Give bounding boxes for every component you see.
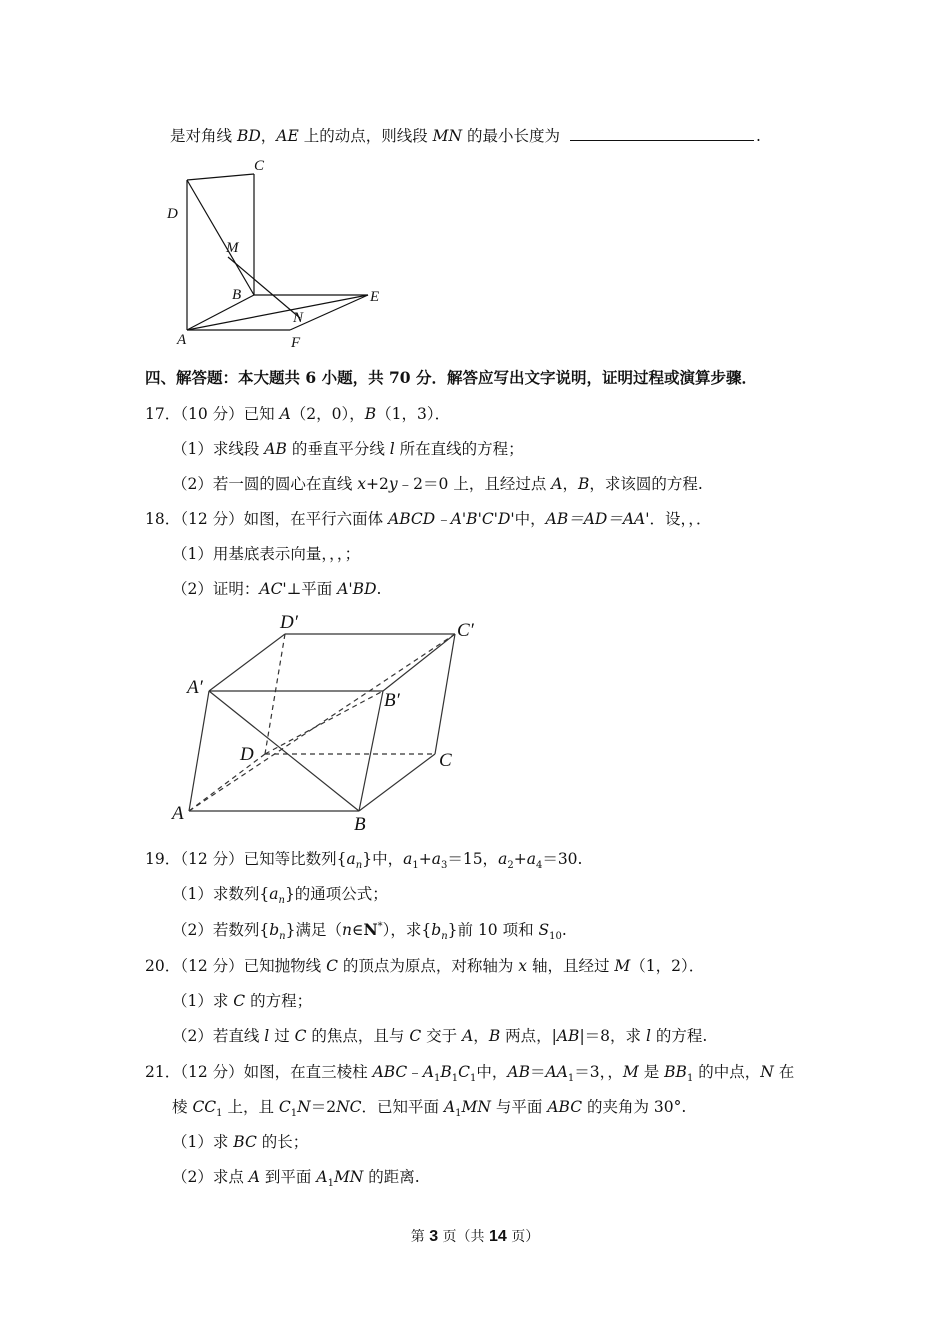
- text: ，: [473, 1027, 489, 1045]
- text: 20．（12 分）已知抛物线: [145, 957, 327, 975]
- var: M: [622, 1063, 639, 1081]
- page-footer: [0, 1226, 950, 1246]
- var: a: [346, 850, 356, 868]
- var-BD: BD: [236, 127, 261, 145]
- label-M: M: [226, 240, 239, 256]
- subscript: 1: [216, 1108, 223, 1120]
- var: A: [443, 1098, 456, 1116]
- text: 棱: [172, 1098, 193, 1116]
- subscript: 10: [549, 931, 562, 943]
- var: b: [431, 921, 442, 939]
- var-AE: AE: [276, 127, 299, 145]
- text: （2）证明：: [172, 580, 260, 598]
- q19-sub1: [172, 884, 388, 907]
- subscript: 1: [470, 1073, 477, 1085]
- var-MN: MN: [432, 127, 463, 145]
- var: b: [269, 921, 280, 939]
- text: （2）若一圆的圆心在直线: [172, 475, 358, 493]
- var: S: [538, 921, 550, 939]
- page-number: 3: [429, 1228, 439, 1245]
- text: 的长；: [256, 1133, 309, 1151]
- var: A: [279, 405, 291, 423]
- var: a: [403, 850, 413, 868]
- text: .: [756, 127, 761, 145]
- var: M: [614, 957, 631, 975]
- var: MN: [461, 1098, 491, 1116]
- var: ABC: [372, 1063, 408, 1081]
- var: y: [388, 475, 398, 493]
- text: |＝8，求: [579, 1027, 646, 1045]
- var: l: [389, 440, 395, 458]
- text: 上，且: [222, 1098, 279, 1116]
- q16-figure: [160, 150, 400, 350]
- q18-sub1: （1）用基底表示向量，，，；: [172, 545, 361, 563]
- text: 轴，且经过: [527, 957, 615, 975]
- text: ，: [260, 127, 277, 145]
- text: 17．（10 分）已知: [145, 405, 280, 423]
- text: 页（共: [438, 1229, 489, 1245]
- subscript: n: [355, 860, 363, 872]
- answer-blank[interactable]: [570, 126, 754, 141]
- var: BC: [233, 1133, 257, 1151]
- q19-sub2: [172, 920, 567, 943]
- q18-sub2: [172, 579, 381, 599]
- text: 到平面: [260, 1168, 317, 1186]
- label-N: N: [293, 310, 304, 326]
- var: AB: [507, 1063, 531, 1081]
- q20-stem: [145, 956, 704, 976]
- subscript: 2: [507, 860, 514, 872]
- var: x: [518, 957, 528, 975]
- var: l: [264, 1027, 270, 1045]
- var: AC': [259, 580, 287, 598]
- text: 21．（12 分）如图，在直三棱柱: [145, 1063, 373, 1081]
- q21-sub2: [172, 1167, 420, 1190]
- text: 的方程；: [245, 992, 313, 1010]
- q21-stem: [145, 1062, 795, 1085]
- text: （1）求: [172, 992, 234, 1010]
- var: a: [526, 850, 536, 868]
- var: ABCD﹣A'B'C'D': [388, 510, 515, 528]
- text: }前 10 项和: [447, 921, 539, 939]
- text: 上的动点，则线段: [298, 127, 433, 145]
- var: C: [233, 992, 246, 1010]
- subscript: n: [279, 931, 286, 943]
- var: AA: [545, 1063, 568, 1081]
- text: ．设，，．: [649, 510, 712, 528]
- var: BB: [664, 1063, 687, 1081]
- text: （1，3）．: [376, 405, 451, 423]
- text: ．已知平面: [361, 1098, 444, 1116]
- text: +: [513, 850, 527, 868]
- text: ，: [562, 475, 578, 493]
- text: ⊥平面: [286, 580, 338, 598]
- var: C: [458, 1063, 471, 1081]
- text: }中，: [362, 850, 404, 868]
- subscript: n: [278, 895, 285, 907]
- text: 页）: [506, 1229, 540, 1245]
- text: 交于: [421, 1027, 463, 1045]
- label-Cprime: C′: [457, 620, 474, 641]
- q20-sub1: [172, 991, 312, 1011]
- var: a: [269, 885, 279, 903]
- text: 第: [410, 1229, 430, 1245]
- var: C: [409, 1027, 422, 1045]
- text: 的中点，: [693, 1063, 761, 1081]
- var: a: [498, 850, 508, 868]
- var: AB: [556, 1027, 580, 1045]
- var: x: [357, 475, 367, 493]
- var: C: [294, 1027, 307, 1045]
- text: （2）若数列{: [172, 921, 270, 939]
- label-Bprime: B′: [384, 690, 400, 711]
- q17-sub1: [172, 439, 524, 459]
- text: 的方程.: [650, 1027, 708, 1045]
- section-heading: 四、解答题：本大题共 6 小题，共 70 分．解答应写出文字说明，证明过程或演算步骤．: [145, 368, 757, 387]
- label-D: D: [240, 744, 254, 765]
- var: A: [462, 1027, 474, 1045]
- q17-sub2: [172, 474, 703, 494]
- subscript: 1: [455, 1108, 462, 1120]
- text: ＝30.: [542, 850, 583, 868]
- text: 的垂直平分线: [286, 440, 390, 458]
- var: A: [316, 1168, 328, 1186]
- subscript: 4: [535, 860, 543, 872]
- text: 19．（12 分）已知等比数列{: [145, 850, 347, 868]
- q18-figure: [160, 605, 500, 835]
- text: ），求{: [382, 921, 432, 939]
- q19-stem: [145, 849, 583, 872]
- var: l: [645, 1027, 651, 1045]
- text: }的通项公式；: [284, 885, 388, 903]
- var: a: [431, 850, 441, 868]
- text: ＝15，: [447, 850, 499, 868]
- subscript: 1: [686, 1073, 694, 1085]
- text: 所在直线的方程；: [394, 440, 524, 458]
- var: AB＝AD＝AA': [545, 510, 650, 528]
- subscript: 1: [434, 1073, 441, 1085]
- label-Aprime: A′: [187, 677, 203, 698]
- text: 的最小长度为: [462, 127, 561, 145]
- var: B: [577, 475, 590, 493]
- var: C: [326, 957, 338, 975]
- text: ∈: [351, 921, 364, 939]
- label-Dprime: D′: [280, 612, 298, 633]
- var: MN: [333, 1168, 364, 1186]
- text: （2）若直线: [172, 1027, 265, 1045]
- text: ﹣2＝0 上，且经过点: [397, 475, 552, 493]
- text: （2）求点: [172, 1168, 249, 1186]
- set-N: N: [363, 920, 378, 939]
- var: B: [488, 1027, 501, 1045]
- text: }满足（: [285, 921, 342, 939]
- text: （2，0），: [290, 405, 365, 423]
- text: .: [376, 580, 382, 598]
- text: 与平面: [490, 1098, 548, 1116]
- text: （1）求: [172, 1133, 234, 1151]
- text: 的顶点为原点，对称轴为: [337, 957, 519, 975]
- text: （1，2）．: [630, 957, 705, 975]
- label-B: B: [232, 287, 242, 303]
- subscript: n: [441, 931, 448, 943]
- label-D: D: [167, 206, 178, 222]
- text: ＝3，，: [574, 1063, 623, 1081]
- text: 中，: [514, 510, 546, 528]
- var: A: [422, 1063, 435, 1081]
- text: 的距离.: [363, 1168, 420, 1186]
- text: 是: [638, 1063, 665, 1081]
- text: .: [561, 921, 567, 939]
- var: A: [248, 1168, 260, 1186]
- var: C: [278, 1098, 291, 1116]
- subscript: 1: [327, 1178, 334, 1190]
- q18-stem: [145, 509, 712, 529]
- subscript: 1: [567, 1073, 575, 1085]
- label-A: A: [177, 332, 187, 348]
- subscript: 1: [290, 1108, 298, 1120]
- text: +2: [366, 475, 389, 493]
- var: B: [440, 1063, 452, 1081]
- text: ﹣: [407, 1063, 423, 1081]
- text: 中，: [476, 1063, 508, 1081]
- var: NC: [336, 1098, 362, 1116]
- var: A: [551, 475, 563, 493]
- var: A'BD: [337, 580, 377, 598]
- q17-stem: [145, 404, 450, 424]
- q16-tail-line: [170, 126, 761, 146]
- label-E: E: [370, 289, 380, 305]
- var: ABC: [547, 1098, 583, 1116]
- subscript: 1: [412, 860, 419, 872]
- subscript: 1: [451, 1073, 459, 1085]
- text: 两点，|: [500, 1027, 557, 1045]
- superscript: *: [377, 920, 383, 932]
- var: AB: [264, 440, 287, 458]
- label-B: B: [354, 814, 366, 835]
- text: 是对角线: [170, 127, 237, 145]
- var: N: [760, 1063, 774, 1081]
- q21-line2: [172, 1097, 687, 1120]
- label-C: C: [439, 750, 452, 771]
- text: ＝2: [310, 1098, 337, 1116]
- label-A: A: [172, 803, 184, 824]
- text: （1）求数列{: [172, 885, 270, 903]
- label-F: F: [291, 335, 301, 350]
- var: CC: [192, 1098, 217, 1116]
- text: 的夹角为 30°.: [582, 1098, 687, 1116]
- text: 在: [773, 1063, 795, 1081]
- text: 的焦点，且与: [306, 1027, 410, 1045]
- text: 18．（12 分）如图，在平行六面体: [145, 510, 389, 528]
- q21-sub1: [172, 1132, 308, 1152]
- text: +: [418, 850, 432, 868]
- q20-sub2: [172, 1026, 707, 1046]
- text: ＝: [530, 1063, 546, 1081]
- var: n: [342, 921, 352, 939]
- subscript: 3: [440, 860, 448, 872]
- text: 过: [269, 1027, 295, 1045]
- var: N: [297, 1098, 311, 1116]
- label-C: C: [254, 158, 265, 174]
- page-total: 14: [489, 1228, 507, 1245]
- text: ，求该圆的方程.: [589, 475, 703, 493]
- var: B: [364, 405, 377, 423]
- text: （1）求线段: [172, 440, 265, 458]
